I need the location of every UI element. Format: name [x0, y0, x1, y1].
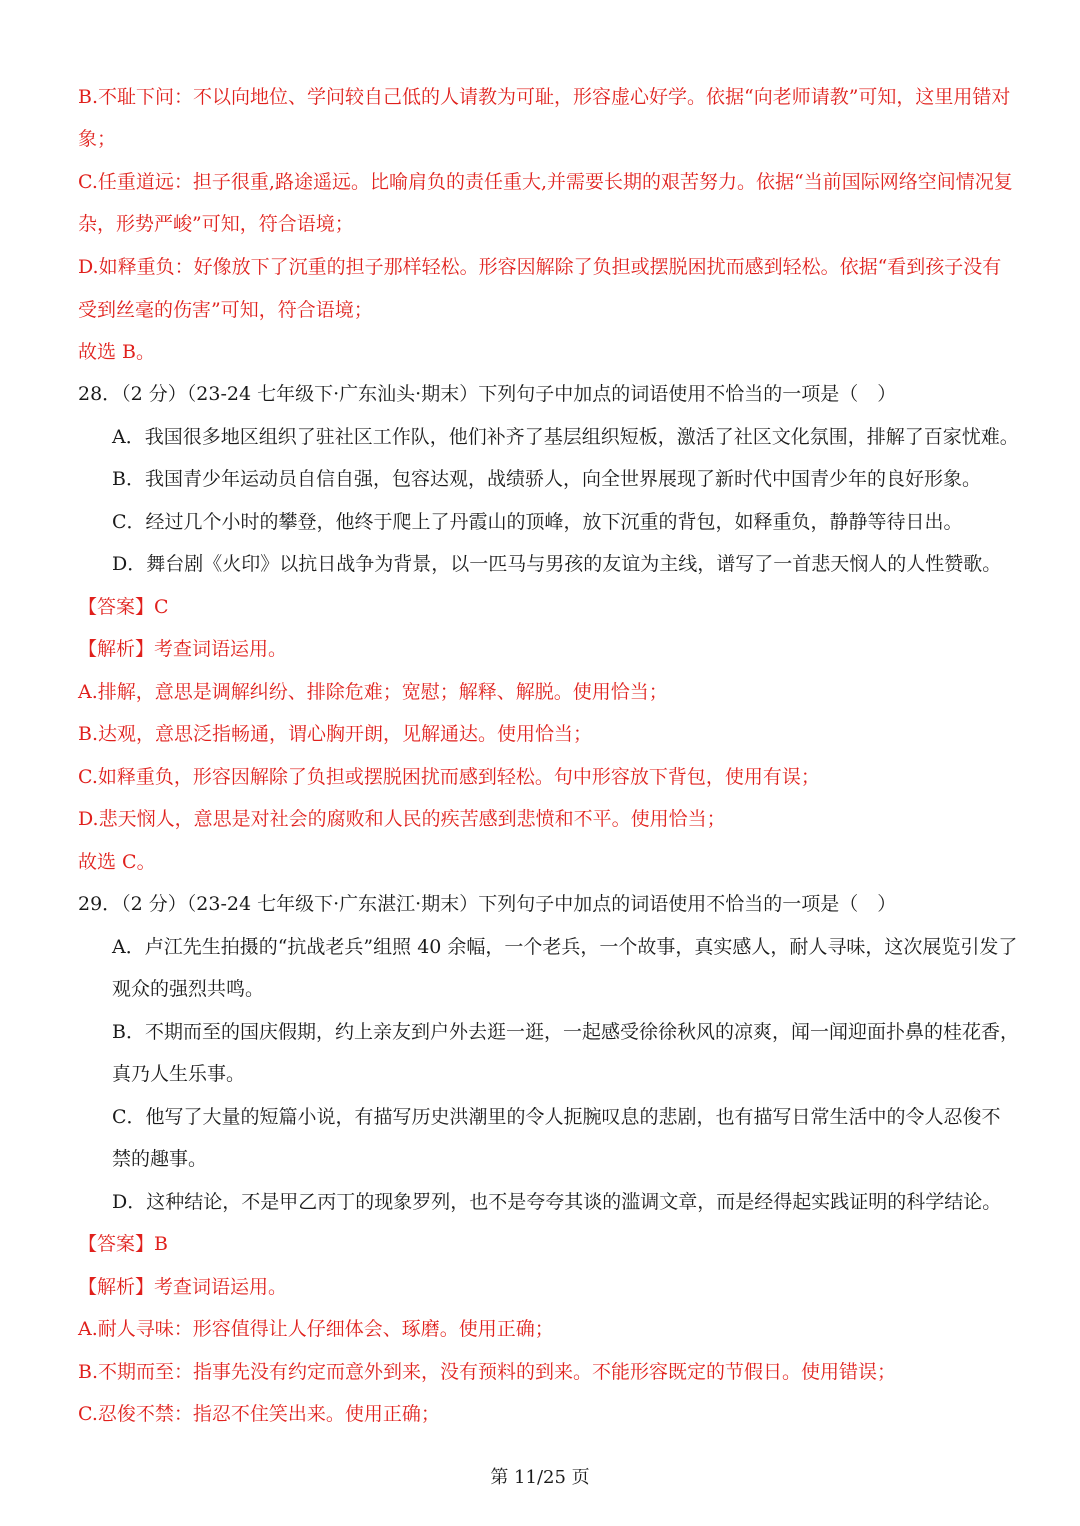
analysis-text: 考查词语运用。 — [154, 1276, 288, 1298]
analysis-text: 考查词语运用。 — [154, 638, 288, 660]
q28-stem: 28．（2 分）（23-24 七年级下·广东汕头·期末）下列句子中加点的词语使用不恰当的一项是（ ） — [78, 383, 897, 405]
q29-option-b-line2: 真乃人生乐事。 — [112, 1063, 246, 1085]
q29-option-d: D．这种结论，不是甲乙丙丁的现象罗列，也不是夸夸其谈的滥调文章，而是经得起实践证明的科学结论。 — [112, 1191, 1002, 1213]
answer-value: C — [154, 596, 169, 618]
q28-option-a: A．我国很多地区组织了驻社区工作队，他们补齐了基层组织短板，激活了社区文化氛围，排解了百家忧难。 — [112, 426, 1019, 448]
prev-analysis-c-line1: C.任重道远：担子很重,路途遥远。比喻肩负的责任重大,并需要长期的艰苦努力。依据“当前国际网络空间情况复 — [78, 171, 1013, 193]
prev-analysis-d-line1: D.如释重负：好像放下了沉重的担子那样轻松。形容因解除了负担或摆脱困扰而感到轻松。依据“看到孩子没有 — [78, 256, 1002, 278]
prev-analysis-b-line2: 象； — [78, 128, 117, 150]
q28-analysis — [78, 636, 287, 662]
q28-analysis-b: B.达观，意思泛指畅通，谓心胸开朗，见解通达。使用恰当； — [78, 723, 593, 745]
q29-option-b-line1: B．不期而至的国庆假期，约上亲友到户外去逛一逛，一起感受徐徐秋风的凉爽，闻一闻迎面扑鼻的桂花香， — [112, 1021, 1019, 1043]
analysis-tag: 【解析】 — [78, 1276, 155, 1298]
q29-analysis-a: A.耐人寻味：形容值得让人仔细体会、琢磨。使用正确； — [78, 1318, 554, 1340]
q29-analysis-c: C.忍俊不禁：指忍不住笑出来。使用正确； — [78, 1403, 440, 1425]
q28-analysis-c: C.如释重负，形容因解除了负担或摆脱困扰而感到轻松。句中形容放下背包，使用有误； — [78, 766, 820, 788]
prev-analysis-d-line2: 受到丝毫的伤害”可知，符合语境； — [78, 299, 373, 321]
answer-tag: 【答案】 — [78, 1233, 155, 1255]
answer-tag: 【答案】 — [78, 596, 155, 618]
q29-option-c-line1: C．他写了大量的短篇小说，有描写历史洪潮里的令人扼腕叹息的悲剧，也有描写日常生活中的令人忍俊不 — [112, 1106, 1001, 1128]
page-number: 第 11/25 页 — [490, 1467, 590, 1488]
q28-option-d: D．舞台剧《火印》以抗日战争为背景，以一匹马与男孩的友谊为主线，谱写了一首悲天悯人的人性赞歌。 — [112, 553, 1002, 575]
prev-analysis-b-line1: B.不耻下问：不以向地位、学问较自己低的人请教为可耻，形容虚心好学。依据“向老师请教”可知，这里用错对 — [78, 86, 1011, 108]
analysis-tag: 【解析】 — [78, 638, 155, 660]
q29-stem: 29．（2 分）（23-24 七年级下·广东湛江·期末）下列句子中加点的词语使用不恰当的一项是（ ） — [78, 893, 897, 915]
q29-answer — [78, 1231, 168, 1257]
q29-option-c-line2: 禁的趣事。 — [112, 1148, 208, 1170]
q28-analysis-d: D.悲天悯人，意思是对社会的腐败和人民的疾苦感到悲愤和不平。使用恰当； — [78, 808, 726, 830]
q28-option-c: C．经过几个小时的攀登，他终于爬上了丹霞山的顶峰，放下沉重的背包，如释重负，静静等待日出。 — [112, 511, 963, 533]
q29-analysis — [78, 1274, 287, 1300]
q29-option-a-line1: A．卢江先生拍摄的“抗战老兵”组照 40 余幅，一个老兵，一个故事，真实感人，耐人寻味，这次展览引发了 — [112, 936, 1018, 958]
q28-answer — [78, 594, 169, 620]
prev-conclusion: 故选 B。 — [78, 341, 156, 363]
q29-option-a-line2: 观众的强烈共鸣。 — [112, 978, 265, 1000]
prev-analysis-c-line2: 杂，形势严峻”可知，符合语境； — [78, 213, 354, 235]
q28-analysis-a: A.排解，意思是调解纠纷、排除危难；宽慰；解释、解脱。使用恰当； — [78, 681, 668, 703]
answer-value: B — [154, 1233, 168, 1255]
q29-analysis-b: B.不期而至：指事先没有约定而意外到来，没有预料的到来。不能形容既定的节假日。使用错误； — [78, 1361, 897, 1383]
q28-option-b: B．我国青少年运动员自信自强，包容达观，战绩骄人，向全世界展现了新时代中国青少年的良好形象。 — [112, 468, 981, 490]
q28-conclusion: 故选 C。 — [78, 851, 156, 873]
